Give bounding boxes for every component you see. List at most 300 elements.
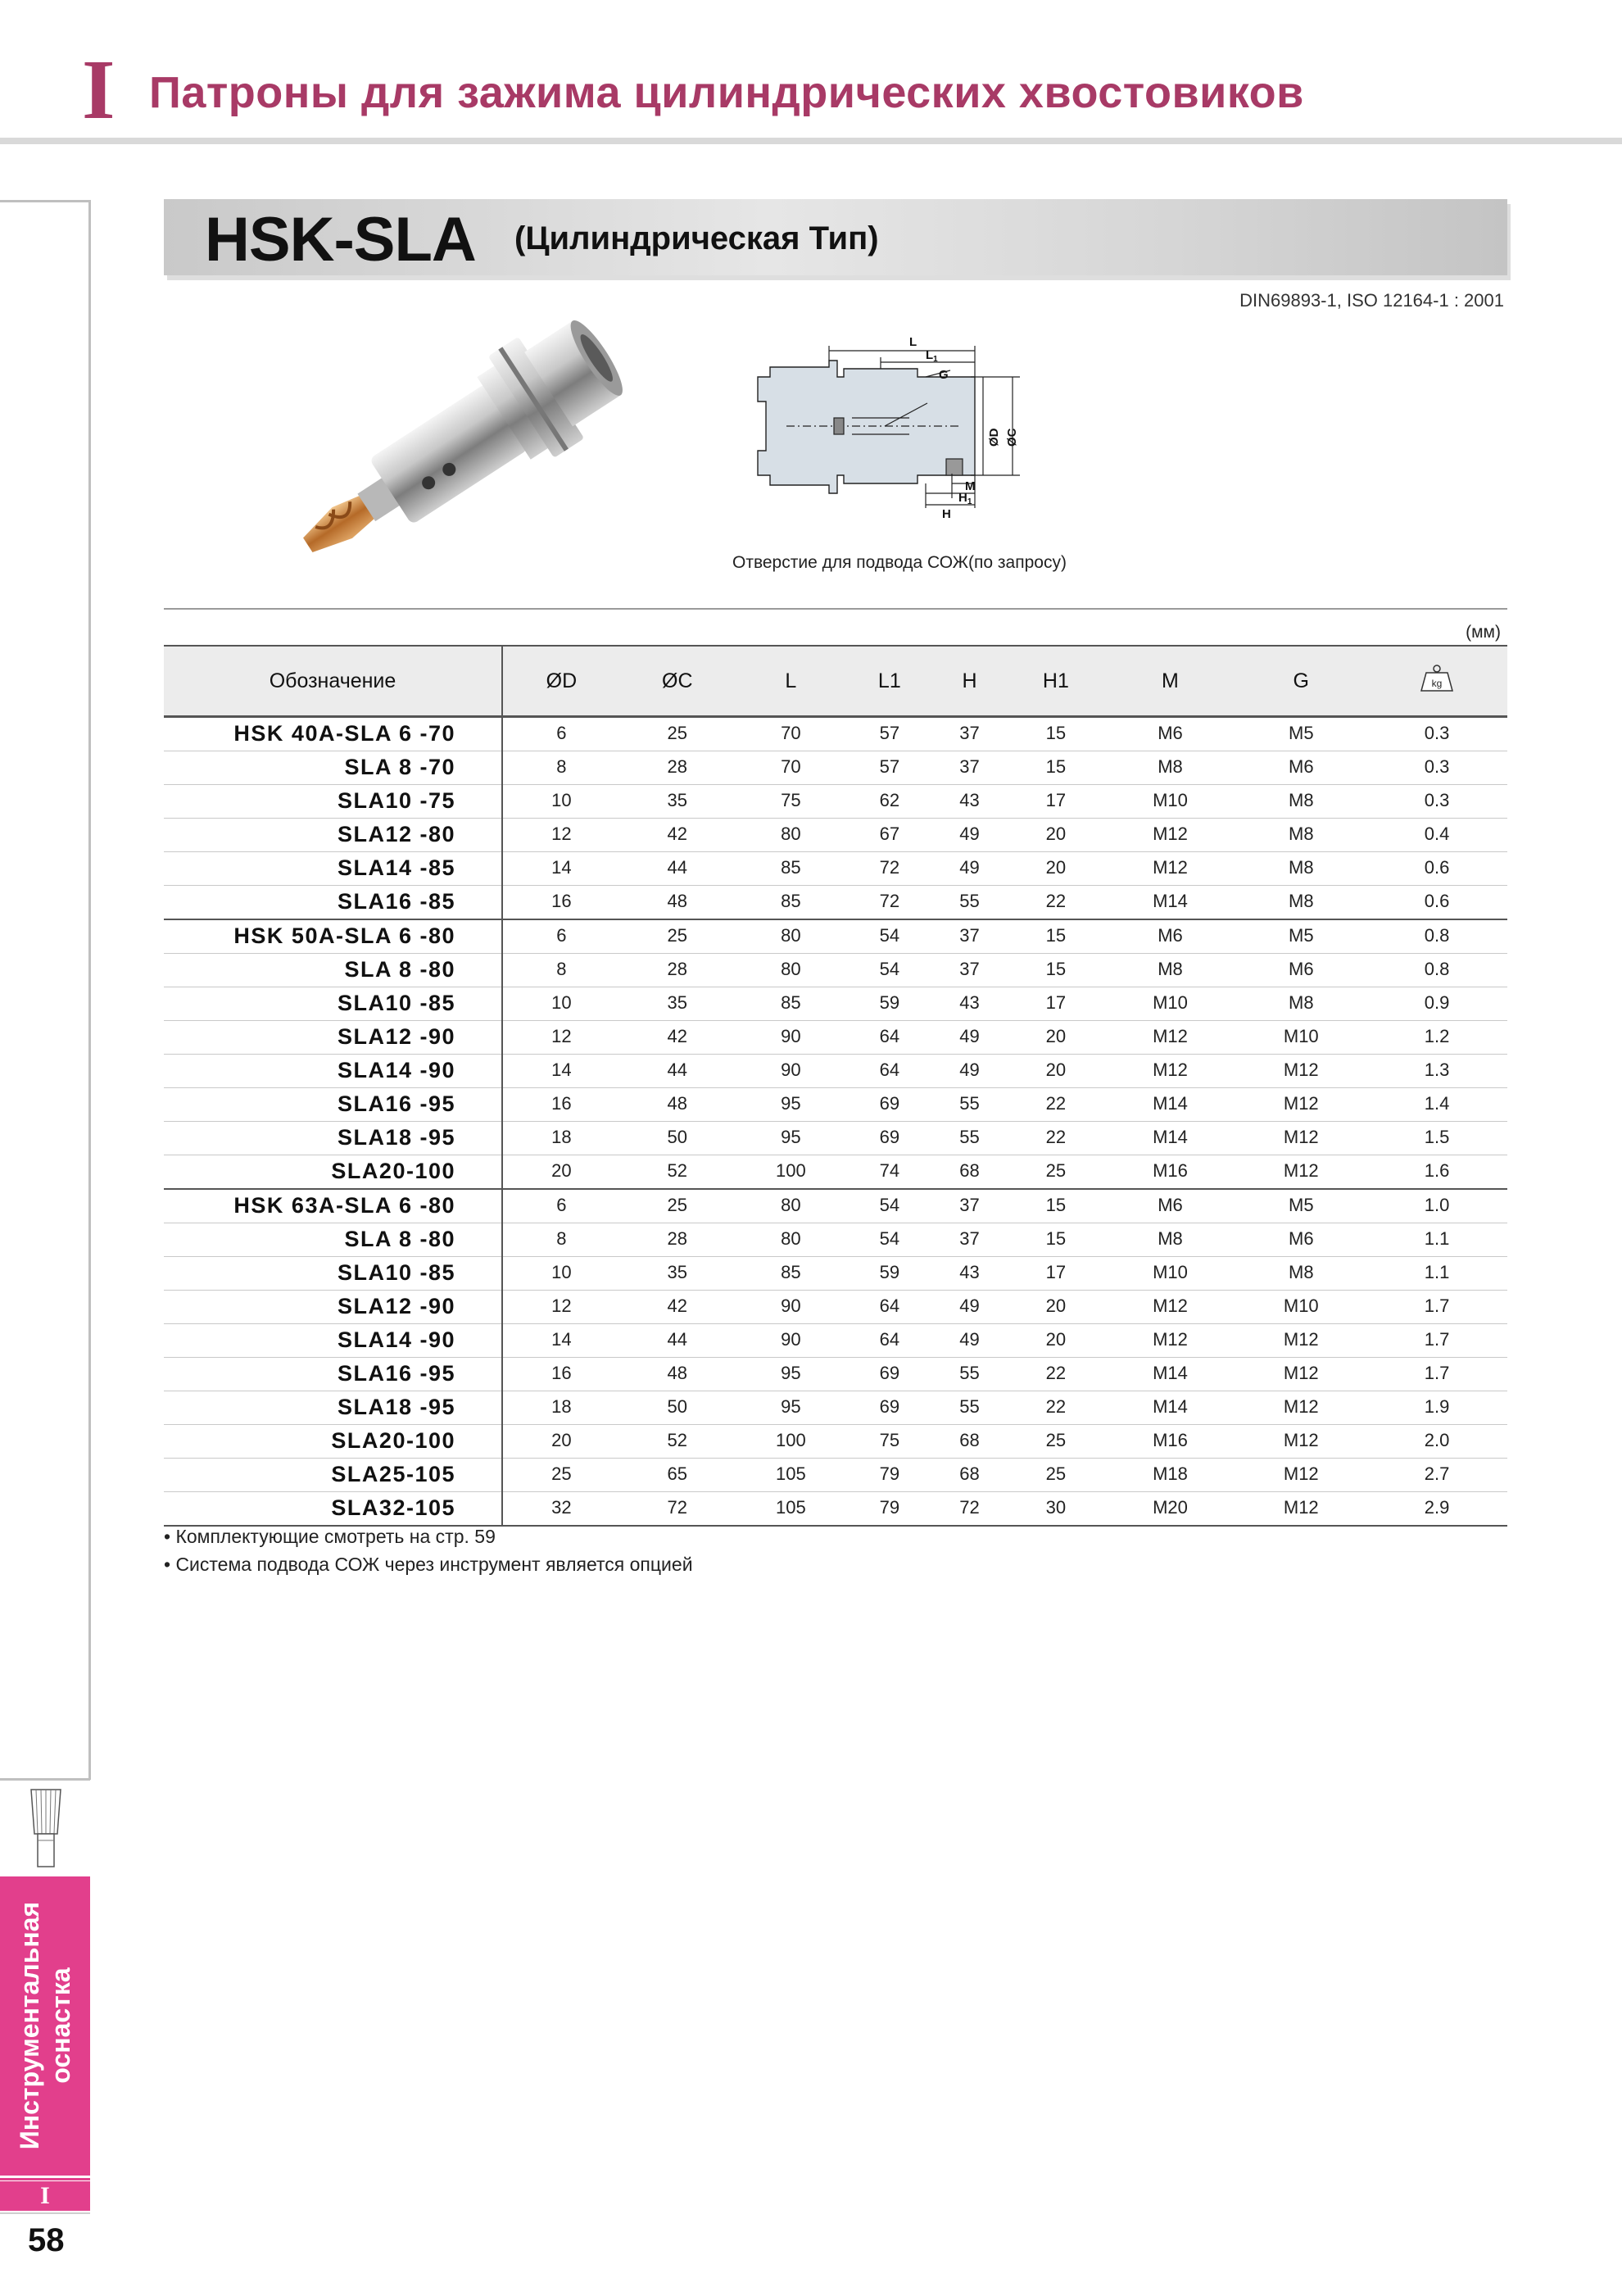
cell-m: M6 bbox=[1105, 1189, 1236, 1223]
cell-g: M12 bbox=[1235, 1391, 1366, 1425]
cell-h1: 15 bbox=[1007, 751, 1104, 785]
cell-weight: 1.1 bbox=[1366, 1257, 1507, 1291]
cell-l: 90 bbox=[735, 1291, 847, 1324]
cell-h1: 22 bbox=[1007, 1391, 1104, 1425]
cell-g: M10 bbox=[1235, 1021, 1366, 1055]
cell-l: 100 bbox=[735, 1425, 847, 1459]
cell-l: 70 bbox=[735, 717, 847, 751]
cell-l1: 72 bbox=[847, 886, 932, 920]
spec-table bbox=[164, 645, 1507, 1527]
cell-m: M8 bbox=[1105, 954, 1236, 987]
cell-d: 32 bbox=[502, 1492, 620, 1527]
product-photo bbox=[262, 311, 655, 582]
cell-g: M5 bbox=[1235, 717, 1366, 751]
cell-weight: 0.3 bbox=[1366, 751, 1507, 785]
table-row bbox=[164, 1459, 1507, 1492]
dim-label-l1: $L_1$ bbox=[926, 348, 938, 364]
cell-h1: 22 bbox=[1007, 886, 1104, 920]
section-tab-divider bbox=[0, 2178, 90, 2180]
cell-l1: 69 bbox=[847, 1122, 932, 1155]
table-row bbox=[164, 751, 1507, 785]
weight-icon bbox=[1418, 663, 1456, 694]
note-accessories: • Комплектующие смотреть на стр. 59 bbox=[164, 1526, 496, 1547]
cell-h1: 25 bbox=[1007, 1155, 1104, 1190]
cell-g: M12 bbox=[1235, 1425, 1366, 1459]
cell-c: 44 bbox=[620, 1324, 735, 1358]
table-row bbox=[164, 919, 1507, 954]
cell-g: M6 bbox=[1235, 1223, 1366, 1257]
cell-d: 10 bbox=[502, 987, 620, 1021]
table-row bbox=[164, 819, 1507, 852]
dim-label-h: H bbox=[942, 507, 951, 521]
section-tab-line2: оснастка bbox=[46, 1967, 75, 2084]
section-rule bbox=[164, 608, 1507, 610]
cell-l1: 64 bbox=[847, 1291, 932, 1324]
cell-designation: SLA14 -90 bbox=[164, 1055, 502, 1088]
cell-d: 16 bbox=[502, 886, 620, 920]
col-header-designation: Обозначение bbox=[164, 646, 502, 717]
cell-designation: HSK 40A-SLA 6 -70 bbox=[164, 717, 502, 751]
side-frame-line bbox=[88, 200, 91, 1780]
cell-weight: 0.8 bbox=[1366, 919, 1507, 954]
cell-h1: 15 bbox=[1007, 1189, 1104, 1223]
section-chapter: I bbox=[0, 2181, 90, 2211]
col-header-h: H bbox=[932, 646, 1007, 717]
cell-h: 37 bbox=[932, 717, 1007, 751]
cell-weight: 1.1 bbox=[1366, 1223, 1507, 1257]
cell-weight: 1.4 bbox=[1366, 1088, 1507, 1122]
table-row bbox=[164, 1425, 1507, 1459]
cell-weight: 1.5 bbox=[1366, 1122, 1507, 1155]
col-header-d: ØD bbox=[502, 646, 620, 717]
cell-c: 72 bbox=[620, 1492, 735, 1527]
cell-l1: 67 bbox=[847, 819, 932, 852]
cell-designation: SLA16 -95 bbox=[164, 1088, 502, 1122]
cell-h1: 22 bbox=[1007, 1088, 1104, 1122]
technical-drawing bbox=[737, 303, 1098, 541]
page-number-rule bbox=[0, 2212, 90, 2214]
col-header-m: M bbox=[1105, 646, 1236, 717]
cell-weight: 1.7 bbox=[1366, 1324, 1507, 1358]
cell-l: 90 bbox=[735, 1324, 847, 1358]
cell-h: 55 bbox=[932, 1391, 1007, 1425]
cell-l: 85 bbox=[735, 886, 847, 920]
units-label: (мм) bbox=[1466, 623, 1501, 642]
cell-weight: 0.6 bbox=[1366, 886, 1507, 920]
cell-d: 18 bbox=[502, 1391, 620, 1425]
cell-h: 55 bbox=[932, 1088, 1007, 1122]
cell-g: M8 bbox=[1235, 852, 1366, 886]
cell-l1: 69 bbox=[847, 1391, 932, 1425]
cell-h: 49 bbox=[932, 1291, 1007, 1324]
cell-h1: 17 bbox=[1007, 785, 1104, 819]
section-tab-line1: Инструментальная bbox=[15, 1901, 44, 2150]
cell-m: M16 bbox=[1105, 1425, 1236, 1459]
cell-designation: SLA 8 -70 bbox=[164, 751, 502, 785]
cell-h1: 20 bbox=[1007, 819, 1104, 852]
cell-designation: SLA20-100 bbox=[164, 1425, 502, 1459]
cell-m: M8 bbox=[1105, 751, 1236, 785]
table-row bbox=[164, 852, 1507, 886]
cell-weight: 0.3 bbox=[1366, 717, 1507, 751]
standard-reference: DIN69893-1, ISO 12164-1 : 2001 bbox=[1239, 290, 1504, 311]
cell-l: 95 bbox=[735, 1391, 847, 1425]
cell-l1: 69 bbox=[847, 1088, 932, 1122]
table-row bbox=[164, 1122, 1507, 1155]
cell-d: 18 bbox=[502, 1122, 620, 1155]
section-tab-label bbox=[14, 1878, 76, 2173]
cell-g: M10 bbox=[1235, 1291, 1366, 1324]
cell-d: 8 bbox=[502, 954, 620, 987]
cell-m: M6 bbox=[1105, 717, 1236, 751]
cell-c: 50 bbox=[620, 1391, 735, 1425]
cell-h1: 17 bbox=[1007, 1257, 1104, 1291]
cell-l1: 69 bbox=[847, 1358, 932, 1391]
cell-d: 10 bbox=[502, 1257, 620, 1291]
cell-weight: 0.9 bbox=[1366, 987, 1507, 1021]
cell-c: 48 bbox=[620, 886, 735, 920]
cell-d: 10 bbox=[502, 785, 620, 819]
cell-designation: SLA12 -90 bbox=[164, 1291, 502, 1324]
cell-l1: 79 bbox=[847, 1492, 932, 1527]
cell-c: 44 bbox=[620, 852, 735, 886]
cell-weight: 1.9 bbox=[1366, 1391, 1507, 1425]
cell-g: M12 bbox=[1235, 1459, 1366, 1492]
table-row bbox=[164, 1257, 1507, 1291]
cell-c: 25 bbox=[620, 919, 735, 954]
col-header-h1: H1 bbox=[1007, 646, 1104, 717]
cell-h: 55 bbox=[932, 1358, 1007, 1391]
cell-d: 12 bbox=[502, 1021, 620, 1055]
cell-h: 49 bbox=[932, 819, 1007, 852]
cell-designation: HSK 63A-SLA 6 -80 bbox=[164, 1189, 502, 1223]
cell-h: 37 bbox=[932, 1223, 1007, 1257]
cell-l: 85 bbox=[735, 1257, 847, 1291]
dim-label-d: ØD bbox=[987, 428, 1001, 447]
cell-m: M14 bbox=[1105, 1088, 1236, 1122]
table-row bbox=[164, 954, 1507, 987]
cell-h1: 25 bbox=[1007, 1459, 1104, 1492]
cell-m: M14 bbox=[1105, 886, 1236, 920]
col-header-c: ØC bbox=[620, 646, 735, 717]
cell-designation: SLA 8 -80 bbox=[164, 1223, 502, 1257]
page-number: 58 bbox=[28, 2222, 65, 2258]
cell-weight: 0.3 bbox=[1366, 785, 1507, 819]
cell-l1: 62 bbox=[847, 785, 932, 819]
weight-icon-label: kg bbox=[1431, 677, 1443, 689]
cell-d: 12 bbox=[502, 819, 620, 852]
table-row bbox=[164, 1492, 1507, 1527]
cell-l: 90 bbox=[735, 1021, 847, 1055]
cell-h: 37 bbox=[932, 954, 1007, 987]
cell-d: 16 bbox=[502, 1088, 620, 1122]
cell-l: 80 bbox=[735, 1189, 847, 1223]
cell-h1: 20 bbox=[1007, 1291, 1104, 1324]
cell-c: 35 bbox=[620, 1257, 735, 1291]
cell-d: 25 bbox=[502, 1459, 620, 1492]
cell-g: M5 bbox=[1235, 919, 1366, 954]
col-header-g: G bbox=[1235, 646, 1366, 717]
cell-l1: 75 bbox=[847, 1425, 932, 1459]
cell-m: M12 bbox=[1105, 1324, 1236, 1358]
cell-g: M8 bbox=[1235, 1257, 1366, 1291]
cell-h: 37 bbox=[932, 751, 1007, 785]
cell-weight: 1.0 bbox=[1366, 1189, 1507, 1223]
cell-weight: 0.4 bbox=[1366, 819, 1507, 852]
cell-g: M12 bbox=[1235, 1088, 1366, 1122]
chapter-title: Патроны для зажима цилиндрических хвостовиков bbox=[149, 68, 1304, 117]
cell-d: 20 bbox=[502, 1425, 620, 1459]
cell-h1: 17 bbox=[1007, 987, 1104, 1021]
cell-weight: 2.0 bbox=[1366, 1425, 1507, 1459]
cell-h1: 15 bbox=[1007, 1223, 1104, 1257]
cell-d: 14 bbox=[502, 1055, 620, 1088]
col-header-l1: L1 bbox=[847, 646, 932, 717]
cell-c: 52 bbox=[620, 1425, 735, 1459]
cell-l: 75 bbox=[735, 785, 847, 819]
cell-h: 68 bbox=[932, 1459, 1007, 1492]
cell-c: 42 bbox=[620, 1291, 735, 1324]
dim-label-g: G bbox=[939, 368, 949, 382]
cell-m: M16 bbox=[1105, 1155, 1236, 1190]
dim-label-l: L bbox=[909, 335, 917, 349]
cell-weight: 0.6 bbox=[1366, 852, 1507, 886]
cell-g: M12 bbox=[1235, 1324, 1366, 1358]
cell-c: 42 bbox=[620, 819, 735, 852]
cell-h1: 20 bbox=[1007, 852, 1104, 886]
cell-designation: SLA14 -85 bbox=[164, 852, 502, 886]
cell-l1: 54 bbox=[847, 1189, 932, 1223]
cell-d: 16 bbox=[502, 1358, 620, 1391]
cell-g: M12 bbox=[1235, 1492, 1366, 1527]
cell-l: 80 bbox=[735, 819, 847, 852]
cell-d: 8 bbox=[502, 1223, 620, 1257]
table-row bbox=[164, 1223, 1507, 1257]
table-row bbox=[164, 717, 1507, 751]
cell-l: 85 bbox=[735, 852, 847, 886]
cell-h1: 20 bbox=[1007, 1324, 1104, 1358]
cell-c: 35 bbox=[620, 785, 735, 819]
cell-m: M14 bbox=[1105, 1358, 1236, 1391]
cell-l1: 72 bbox=[847, 852, 932, 886]
cell-designation: SLA10 -85 bbox=[164, 987, 502, 1021]
cell-c: 25 bbox=[620, 1189, 735, 1223]
cell-designation: HSK 50A-SLA 6 -80 bbox=[164, 919, 502, 954]
cell-l: 95 bbox=[735, 1358, 847, 1391]
table-row bbox=[164, 1358, 1507, 1391]
cell-l1: 54 bbox=[847, 954, 932, 987]
cell-h1: 20 bbox=[1007, 1055, 1104, 1088]
cell-m: M10 bbox=[1105, 987, 1236, 1021]
cell-l: 85 bbox=[735, 987, 847, 1021]
cell-g: M12 bbox=[1235, 1055, 1366, 1088]
dim-label-m: M bbox=[965, 479, 976, 493]
cell-g: M12 bbox=[1235, 1155, 1366, 1190]
cell-l: 90 bbox=[735, 1055, 847, 1088]
cell-h: 43 bbox=[932, 785, 1007, 819]
cell-c: 52 bbox=[620, 1155, 735, 1190]
cell-designation: SLA18 -95 bbox=[164, 1122, 502, 1155]
cell-h: 37 bbox=[932, 1189, 1007, 1223]
cell-designation: SLA12 -90 bbox=[164, 1021, 502, 1055]
cell-m: M10 bbox=[1105, 785, 1236, 819]
cell-h: 43 bbox=[932, 1257, 1007, 1291]
cell-l1: 54 bbox=[847, 919, 932, 954]
cell-l1: 59 bbox=[847, 1257, 932, 1291]
dim-label-h1: $H_1$ bbox=[958, 491, 972, 506]
cell-g: M12 bbox=[1235, 1122, 1366, 1155]
cell-c: 48 bbox=[620, 1358, 735, 1391]
cell-h1: 22 bbox=[1007, 1358, 1104, 1391]
table-row bbox=[164, 785, 1507, 819]
cell-d: 14 bbox=[502, 852, 620, 886]
cell-h: 72 bbox=[932, 1492, 1007, 1527]
cell-l: 95 bbox=[735, 1088, 847, 1122]
cell-designation: SLA10 -75 bbox=[164, 785, 502, 819]
cell-h: 43 bbox=[932, 987, 1007, 1021]
cell-h1: 20 bbox=[1007, 1021, 1104, 1055]
cell-designation: SLA14 -90 bbox=[164, 1324, 502, 1358]
cell-d: 8 bbox=[502, 751, 620, 785]
cell-l: 95 bbox=[735, 1122, 847, 1155]
cell-h1: 22 bbox=[1007, 1122, 1104, 1155]
cell-g: M8 bbox=[1235, 886, 1366, 920]
table-row bbox=[164, 1055, 1507, 1088]
cell-l: 70 bbox=[735, 751, 847, 785]
cell-m: M18 bbox=[1105, 1459, 1236, 1492]
cell-l: 100 bbox=[735, 1155, 847, 1190]
dim-label-c: ØC bbox=[1005, 428, 1019, 447]
table-row bbox=[164, 987, 1507, 1021]
cell-weight: 1.3 bbox=[1366, 1055, 1507, 1088]
cell-m: M10 bbox=[1105, 1257, 1236, 1291]
cell-g: M5 bbox=[1235, 1189, 1366, 1223]
cell-l1: 59 bbox=[847, 987, 932, 1021]
cell-c: 28 bbox=[620, 1223, 735, 1257]
cell-d: 6 bbox=[502, 717, 620, 751]
table-row bbox=[164, 1155, 1507, 1190]
table-row bbox=[164, 1189, 1507, 1223]
note-coolant: • Система подвода СОЖ через инструмент является опцией bbox=[164, 1554, 693, 1575]
cell-designation: SLA32-105 bbox=[164, 1492, 502, 1527]
cell-m: M20 bbox=[1105, 1492, 1236, 1527]
cell-h: 49 bbox=[932, 852, 1007, 886]
cell-g: M12 bbox=[1235, 1358, 1366, 1391]
cell-l1: 57 bbox=[847, 717, 932, 751]
cell-designation: SLA12 -80 bbox=[164, 819, 502, 852]
cell-designation: SLA 8 -80 bbox=[164, 954, 502, 987]
table-row bbox=[164, 1021, 1507, 1055]
cell-l: 105 bbox=[735, 1492, 847, 1527]
cell-h: 55 bbox=[932, 1122, 1007, 1155]
side-frame-top bbox=[0, 200, 90, 202]
cell-d: 6 bbox=[502, 1189, 620, 1223]
cell-c: 25 bbox=[620, 717, 735, 751]
cell-weight: 2.9 bbox=[1366, 1492, 1507, 1527]
cell-g: M8 bbox=[1235, 819, 1366, 852]
cell-weight: 2.7 bbox=[1366, 1459, 1507, 1492]
cell-designation: SLA20-100 bbox=[164, 1155, 502, 1190]
cell-l1: 57 bbox=[847, 751, 932, 785]
cell-g: M6 bbox=[1235, 954, 1366, 987]
table-row bbox=[164, 1391, 1507, 1425]
cell-designation: SLA25-105 bbox=[164, 1459, 502, 1492]
cell-d: 20 bbox=[502, 1155, 620, 1190]
cell-designation: SLA16 -95 bbox=[164, 1358, 502, 1391]
cell-h: 37 bbox=[932, 919, 1007, 954]
cell-weight: 0.8 bbox=[1366, 954, 1507, 987]
chapter-letter: I bbox=[82, 43, 116, 137]
product-code: HSK-SLA bbox=[205, 205, 476, 275]
cell-designation: SLA16 -85 bbox=[164, 886, 502, 920]
product-banner bbox=[164, 199, 1507, 275]
cell-h: 49 bbox=[932, 1324, 1007, 1358]
cell-m: M12 bbox=[1105, 819, 1236, 852]
cell-g: M8 bbox=[1235, 785, 1366, 819]
side-frame-bottom bbox=[0, 1778, 90, 1781]
cell-m: M12 bbox=[1105, 852, 1236, 886]
cell-h: 49 bbox=[932, 1021, 1007, 1055]
cell-m: M12 bbox=[1105, 1291, 1236, 1324]
cell-d: 12 bbox=[502, 1291, 620, 1324]
collet-icon bbox=[23, 1785, 69, 1873]
cell-c: 28 bbox=[620, 954, 735, 987]
cell-m: M14 bbox=[1105, 1391, 1236, 1425]
cell-m: M6 bbox=[1105, 919, 1236, 954]
cell-h1: 15 bbox=[1007, 717, 1104, 751]
cell-l: 80 bbox=[735, 1223, 847, 1257]
cell-l: 80 bbox=[735, 954, 847, 987]
cell-h1: 15 bbox=[1007, 954, 1104, 987]
drawing-caption: Отверстие для подвода СОЖ(по запросу) bbox=[732, 553, 1067, 572]
cell-weight: 1.7 bbox=[1366, 1358, 1507, 1391]
cell-c: 50 bbox=[620, 1122, 735, 1155]
cell-d: 6 bbox=[502, 919, 620, 954]
cell-c: 44 bbox=[620, 1055, 735, 1088]
cell-h1: 30 bbox=[1007, 1492, 1104, 1527]
cell-weight: 1.2 bbox=[1366, 1021, 1507, 1055]
cell-m: M12 bbox=[1105, 1021, 1236, 1055]
table-row bbox=[164, 1324, 1507, 1358]
cell-g: M6 bbox=[1235, 751, 1366, 785]
cell-h: 68 bbox=[932, 1425, 1007, 1459]
cell-designation: SLA10 -85 bbox=[164, 1257, 502, 1291]
cell-c: 42 bbox=[620, 1021, 735, 1055]
cell-c: 28 bbox=[620, 751, 735, 785]
cell-h1: 15 bbox=[1007, 919, 1104, 954]
cell-h: 55 bbox=[932, 886, 1007, 920]
cell-l1: 64 bbox=[847, 1055, 932, 1088]
table-header-row bbox=[164, 646, 1507, 717]
table-row bbox=[164, 1291, 1507, 1324]
cell-l1: 64 bbox=[847, 1021, 932, 1055]
table-row bbox=[164, 1088, 1507, 1122]
col-header-l: L bbox=[735, 646, 847, 717]
cell-l1: 64 bbox=[847, 1324, 932, 1358]
cell-m: M14 bbox=[1105, 1122, 1236, 1155]
cell-l1: 54 bbox=[847, 1223, 932, 1257]
cell-weight: 1.7 bbox=[1366, 1291, 1507, 1324]
cell-g: M8 bbox=[1235, 987, 1366, 1021]
cell-h1: 25 bbox=[1007, 1425, 1104, 1459]
table-row bbox=[164, 886, 1507, 920]
spec-table-body bbox=[164, 717, 1507, 1527]
cell-m: M8 bbox=[1105, 1223, 1236, 1257]
cell-l1: 79 bbox=[847, 1459, 932, 1492]
cell-h: 49 bbox=[932, 1055, 1007, 1088]
col-header-weight bbox=[1366, 646, 1507, 717]
cell-weight: 1.6 bbox=[1366, 1155, 1507, 1190]
